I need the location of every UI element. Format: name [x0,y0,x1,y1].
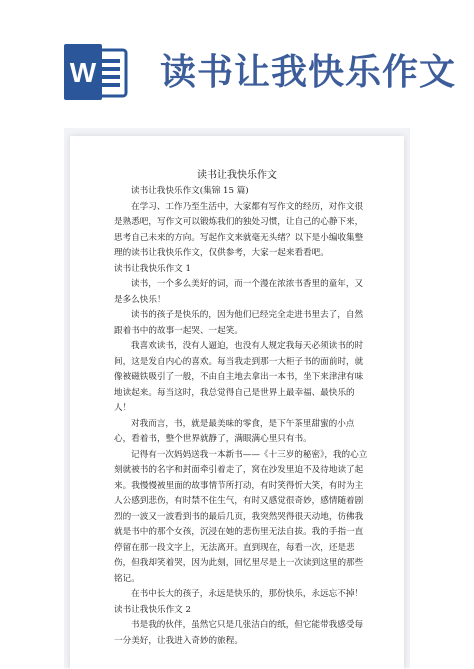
header-banner [0,0,474,140]
banner-title: 读书让我快乐作文 [160,52,457,93]
word-logo-icon [62,42,132,102]
paragraph: 书是我的伙伴，虽然它只是几张洁白的纸，但它能带我感受每一分美好，让我进入奇妙的旅程。 [114,620,364,646]
document-page [70,136,404,669]
paragraph: 读书的孩子是快乐的，因为他们已经完全走进书里去了，自然跟着书中的故事一起哭、一起笑。 [114,310,364,336]
document-title: 读书让我快乐作文 [197,170,277,181]
section-heading: 读书让我快乐作文 1 [114,263,191,274]
paragraph: 记得有一次妈妈送我一本新书——《十三岁的秘密》，我的心立刻就被书的名字和封面牵引着走了，窝在沙发里迫不及待地读了起来。我慢慢被里面的故事情节所打动，有时笑得忻大笑，有时为主人公感到悲伤，有时禁不住生气，有时又感觉很奇妙，感情随着剧烈的一波又一波看到书的最后几页，我突然哭得很天动地，仿佛我就是书中的那个女孩，沉浸在她的悲伤里无法自拔。我的手指一直停留在那一段文字上，无法离开。直到现在，每看一次，还是悲伤，但我却笑着哭，因为此刻，回忆里尽是上一次读到这里的那些铭记。 [114,449,368,584]
paragraph: 我喜欢读书，没有人逼迫，也没有人规定我每天必须读书的时间，这是发自内心的喜欢。每当我走到那一大柜子书的面前时，就像被磁铁吸引了一般，不由自主地去拿出一本书，坐下来津津有味地读起来。每当这时，我总觉得自己是世界上最幸福、最快乐的人！ [114,341,364,413]
logo-letter: W [69,57,97,88]
paragraph: 读书让我快乐作文(集锦 15 篇) [131,186,249,196]
paragraph: 读书，一个多么美好的词，而一个漫在浓浓书香里的童年，又是多么快乐！ [114,279,364,305]
paragraph: 对我而言，书，就是最美味的零食，是下午茶里甜蜜的小点心，看着书，整个世界就静了，满眼满心里只有书。 [114,418,355,444]
paragraph: 在学习、工作乃至生活中，大家都有写作文的经历，对作文很是熟悉吧，写作文可以锻炼我们的独处习惯，让自己的心静下来，思考自己未来的方向。写起作文来就毫无头绪？以下是小编收集整理的读书让我快乐作文，仅供参考，大家一起来看看吧。 [114,201,364,258]
document-body [114,184,370,649]
section-heading: 读书让我快乐作文 2 [114,604,191,615]
paragraph: 在书中长大的孩子，永远是快乐的，那份快乐，永远忘不掉！ [131,589,364,599]
